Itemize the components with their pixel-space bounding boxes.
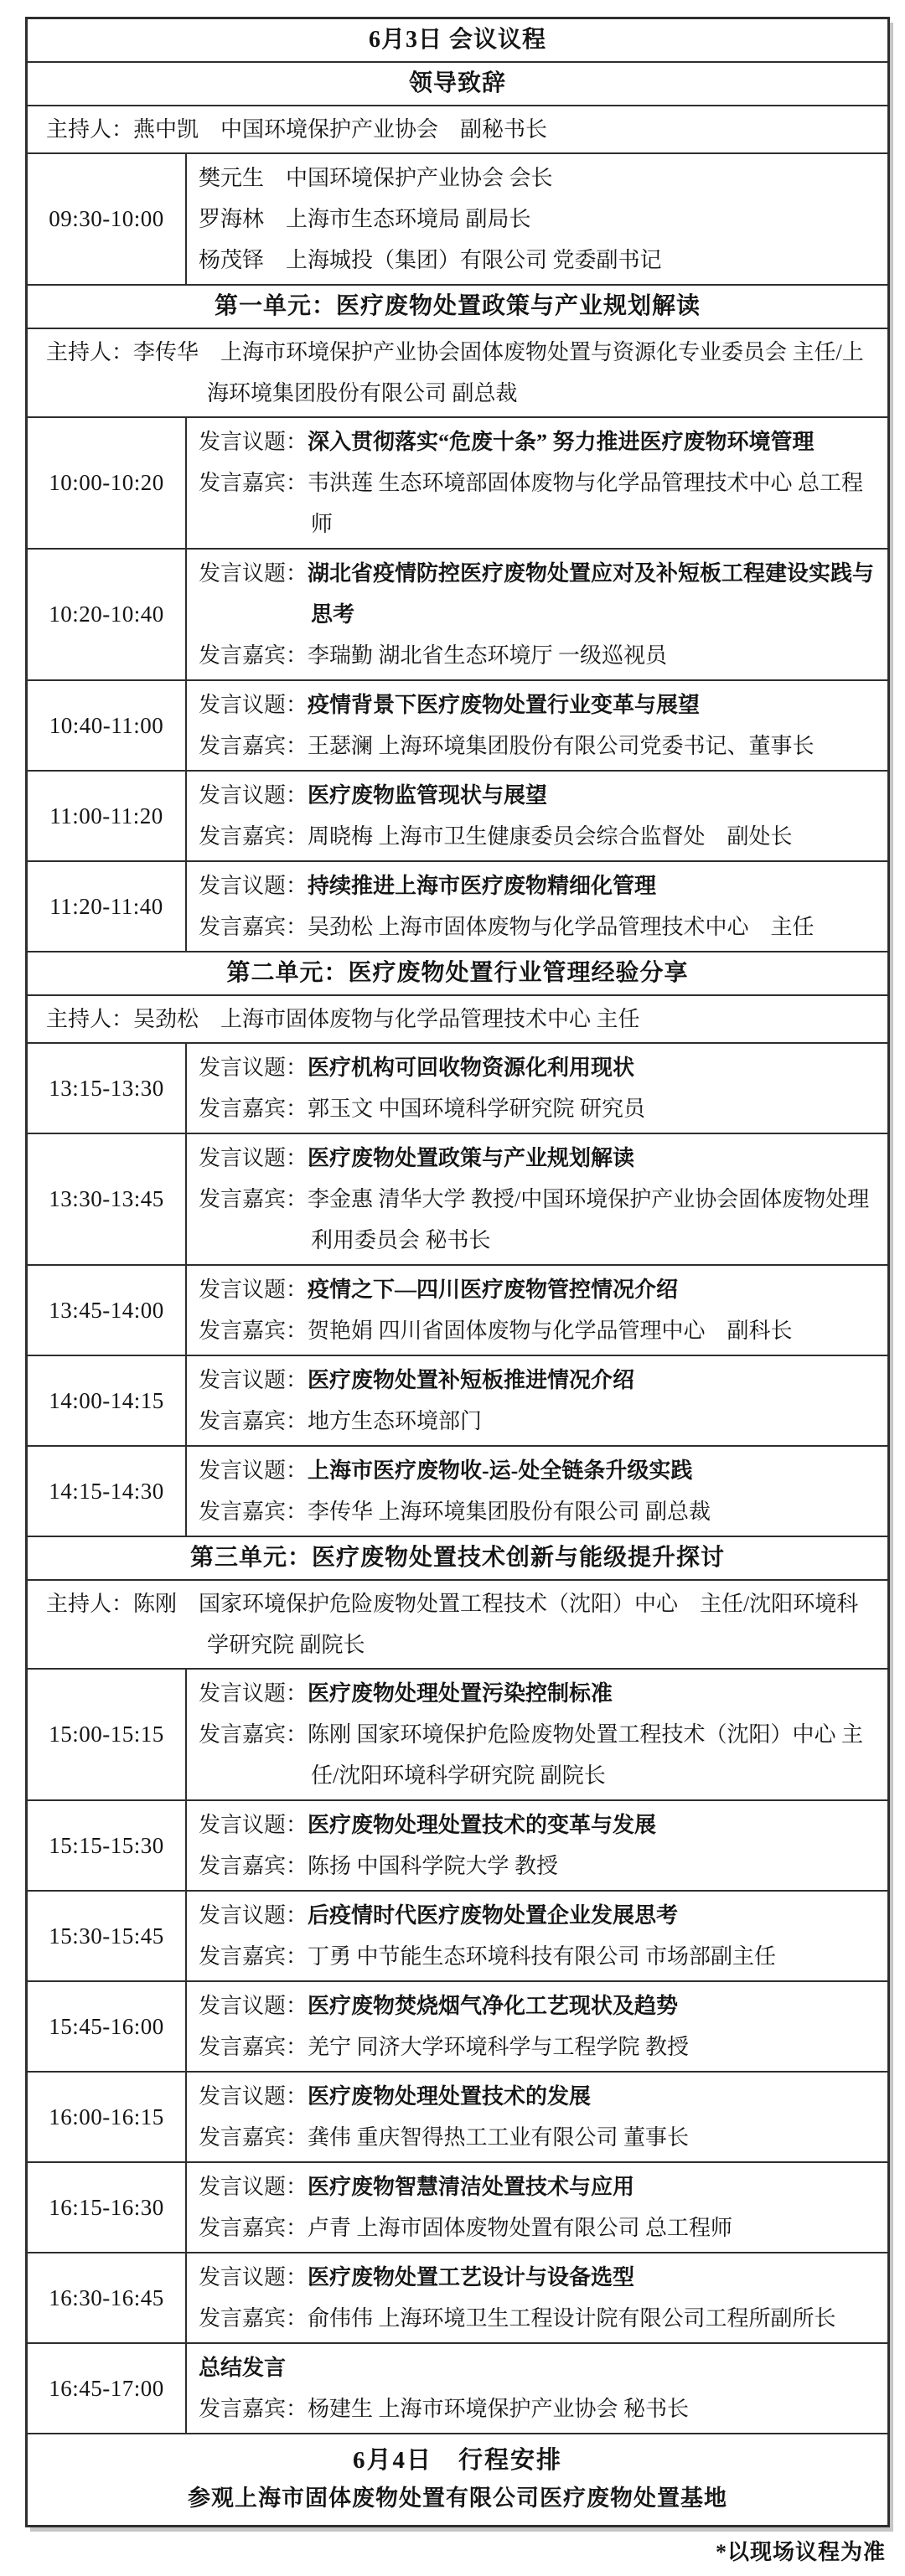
speech-topic-line	[199, 684, 879, 725]
day2-title: 6月4日 行程安排	[352, 2447, 562, 2474]
speech-guest-line	[199, 1179, 879, 1261]
session-row	[28, 416, 887, 548]
line-text: 李瑞勤 湖北省生态环境厅 一级巡视员	[308, 643, 668, 668]
guest-label: 发言嘉宾：	[199, 1319, 308, 1343]
topic-label: 发言议题：	[199, 874, 308, 898]
time-range: 10:20-10:40	[49, 601, 164, 627]
time-cell	[28, 1356, 187, 1445]
line-text: 医疗机构可回收物资源化利用现状	[308, 1056, 635, 1080]
speech-topic-line	[199, 2076, 879, 2117]
time-range: 13:30-13:45	[49, 1186, 164, 1211]
agenda-table	[25, 17, 890, 2527]
speech-guest-line	[199, 2207, 879, 2248]
time-cell	[28, 2073, 187, 2161]
line-text: 陈扬 中国科学院大学 教授	[308, 1854, 559, 1878]
session-row	[28, 152, 887, 284]
host-row	[28, 328, 887, 416]
time-range: 15:45-16:00	[49, 2013, 164, 2039]
speaker-line	[199, 199, 879, 240]
topic-label: 发言议题：	[199, 693, 308, 717]
session-row	[28, 2342, 887, 2433]
speech-guest-line	[199, 1846, 879, 1887]
topic-label: 发言议题：	[199, 1278, 308, 1302]
guest-label: 发言嘉宾：	[199, 2216, 308, 2240]
guest-label: 发言嘉宾：	[199, 2125, 308, 2150]
speech-topic-line	[199, 1269, 879, 1310]
line-text: 俞伟伟 上海环境卫生工程设计院有限公司工程所副所长	[308, 2306, 836, 2331]
time-cell	[28, 2344, 187, 2433]
session-row	[28, 1668, 887, 1799]
line-text: 樊元生 中国环境保护产业协会 会长	[199, 166, 553, 190]
speech-topic-line	[199, 1895, 879, 1936]
session-row	[28, 1445, 887, 1536]
line-text: 卢青 上海市固体废物处置有限公司 总工程师	[308, 2216, 733, 2240]
session-row	[28, 770, 887, 860]
time-cell	[28, 1892, 187, 1980]
speech-guest-line	[199, 1310, 879, 1351]
line-text: 贺艳娟 四川省固体废物与化学品管理中心 副科长	[308, 1319, 793, 1343]
guest-label: 发言嘉宾：	[199, 2397, 308, 2421]
guest-label: 发言嘉宾：	[199, 1854, 308, 1878]
line-text: 上海市医疗废物收-运-处全链条升级实践	[308, 1458, 693, 1483]
host-row	[28, 994, 887, 1042]
section-header-row: 第二单元：医疗废物处置行业管理经验分享	[28, 951, 887, 994]
speech-topic-line	[199, 2166, 879, 2207]
time-range: 15:00-15:15	[49, 1722, 164, 1747]
topic-label: 发言议题：	[199, 1903, 308, 1928]
line-text: 医疗废物监管现状与展望	[308, 783, 548, 808]
time-range: 10:40-11:00	[49, 712, 164, 738]
session-content	[187, 154, 887, 284]
time-cell	[28, 154, 187, 284]
topic-label: 发言议题：	[199, 430, 308, 454]
line-text: 羌宁 同济大学环境科学与工程学院 教授	[308, 2035, 690, 2059]
session-content	[187, 1670, 887, 1799]
time-cell	[28, 862, 187, 951]
line-text: 医疗废物处置工艺设计与设备选型	[308, 2265, 635, 2289]
session-row	[28, 1980, 887, 2071]
speech-guest-line	[199, 1401, 879, 1442]
line-text: 疫情背景下医疗废物处置行业变革与展望	[308, 693, 701, 717]
speech-topic-line	[199, 1047, 879, 1088]
topic-label: 发言议题：	[199, 1146, 308, 1170]
session-content	[187, 1044, 887, 1133]
section-header-row: 6月3日 会议议程	[368, 27, 546, 53]
topic-label: 发言议题：	[199, 1813, 308, 1837]
topic-label: 发言议题：	[199, 1368, 308, 1392]
section-header-row: 第一单元：医疗废物处置政策与产业规划解读	[28, 284, 887, 328]
host-text: 主持人：吴劲松 上海市固体废物与化学品管理技术中心 主任	[46, 1007, 640, 1031]
line-text: 深入贯彻落实“危废十条” 努力推进医疗废物环境管理	[308, 430, 814, 454]
line-text: 韦洪莲 生态环境部固体废物与化学品管理技术中心 总工程师	[308, 471, 864, 536]
time-range: 15:15-15:30	[49, 1832, 164, 1858]
guest-label: 发言嘉宾：	[199, 1187, 308, 1211]
speaker-line	[199, 157, 879, 199]
session-content	[187, 2073, 887, 2161]
line-text: 湖北省疫情防控医疗废物处置应对及补短板工程建设实践与思考	[308, 561, 875, 627]
session-content	[187, 2344, 887, 2433]
time-range: 13:15-13:30	[49, 1075, 164, 1101]
time-range: 16:45-17:00	[49, 2375, 164, 2401]
session-row	[28, 548, 887, 679]
time-range: 15:30-15:45	[49, 1923, 164, 1949]
speech-topic-line	[199, 775, 879, 816]
guest-label: 发言嘉宾：	[199, 2035, 308, 2059]
guest-label: 发言嘉宾：	[199, 643, 308, 668]
line-text: 医疗废物处理处置污染控制标准	[308, 1681, 613, 1706]
time-range: 14:15-14:30	[49, 1478, 164, 1504]
session-content	[187, 1266, 887, 1355]
topic-label: 发言议题：	[199, 1681, 308, 1706]
topic-label: 发言议题：	[199, 1056, 308, 1080]
session-content	[187, 2253, 887, 2342]
speech-guest-line	[199, 635, 879, 676]
speech-guest-line	[199, 906, 879, 947]
session-row	[28, 860, 887, 951]
guest-label: 发言嘉宾：	[199, 824, 308, 849]
session-row	[28, 2161, 887, 2252]
speech-guest-line	[199, 2026, 879, 2068]
time-range: 13:45-14:00	[49, 1297, 164, 1323]
host-text: 主持人：燕中凯 中国环境保护产业协会 副秘书长	[46, 117, 548, 142]
speech-topic-line	[199, 421, 879, 462]
time-cell	[28, 418, 187, 548]
time-cell	[28, 1266, 187, 1355]
time-range: 14:00-14:15	[49, 1387, 164, 1413]
topic-label: 发言议题：	[199, 2084, 308, 2109]
session-row	[28, 2252, 887, 2342]
line-text: 吴劲松 上海市固体废物与化学品管理技术中心 主任	[308, 915, 814, 939]
line-text: 陈刚 国家环境保护危险废物处置工程技术（沈阳）中心 主任/沈阳环境科学研究院 副院长	[308, 1722, 864, 1788]
line-text: 医疗废物处置政策与产业规划解读	[308, 1146, 635, 1170]
line-text: 周晓梅 上海市卫生健康委员会综合监督处 副处长	[308, 824, 793, 849]
time-range: 16:15-16:30	[49, 2194, 164, 2220]
time-range: 11:00-11:20	[49, 803, 163, 829]
line-text: 李传华 上海环境集团股份有限公司 副总裁	[308, 1500, 711, 1524]
line-text: 疫情之下—四川医疗废物管控情况介绍	[308, 1278, 679, 1302]
line-text: 地方生态环境部门	[308, 1409, 483, 1433]
time-cell	[28, 1801, 187, 1890]
line-text: 龚伟 重庆智得热工工业有限公司 董事长	[308, 2125, 690, 2150]
time-cell	[28, 1447, 187, 1536]
line-text: 李金惠 清华大学 教授/中国环境保护产业协会固体废物处理利用委员会 秘书长	[308, 1187, 870, 1252]
session-content	[187, 1982, 887, 2071]
guest-label: 发言嘉宾：	[199, 2306, 308, 2331]
line-text: 医疗废物处理处置技术的变革与发展	[308, 1813, 657, 1837]
session-content	[187, 418, 887, 548]
speech-guest-line	[199, 2117, 879, 2158]
line-text: 持续推进上海市医疗废物精细化管理	[308, 874, 657, 898]
speech-topic-line	[199, 865, 879, 906]
host-row	[28, 1579, 887, 1668]
line-text: 丁勇 中节能生态环境科技有限公司 市场部副主任	[308, 1944, 777, 1969]
speech-guest-line	[199, 2298, 879, 2339]
line-text: 郭玉文 中国环境科学研究院 研究员	[308, 1097, 646, 1121]
line-text: 医疗废物处理处置技术的发展	[308, 2084, 592, 2109]
host-row	[28, 105, 887, 152]
session-content	[187, 550, 887, 679]
speech-guest-line	[199, 816, 879, 857]
session-content	[187, 1447, 887, 1536]
speech-topic-line	[199, 1450, 879, 1491]
guest-label: 发言嘉宾：	[199, 734, 308, 758]
host-text: 主持人：陈刚 国家环境保护危险废物处置工程技术（沈阳）中心 主任/沈阳环境科学研究院 副院长	[46, 1592, 859, 1657]
time-cell	[28, 2163, 187, 2252]
line-text: 杨建生 上海市环境保护产业协会 秘书长	[308, 2397, 690, 2421]
session-content	[187, 862, 887, 951]
day2-section	[28, 2433, 887, 2525]
line-text: 杨茂铎 上海城投（集团）有限公司 党委副书记	[199, 248, 662, 272]
session-row	[28, 1264, 887, 1355]
session-row	[28, 679, 887, 770]
session-content	[187, 1134, 887, 1264]
speech-guest-line	[199, 462, 879, 545]
speech-guest-line	[199, 2388, 879, 2429]
line-text: 医疗废物焚烧烟气净化工艺现状及趋势	[308, 1994, 679, 2018]
speech-topic-line	[199, 2257, 879, 2298]
time-range: 10:00-10:20	[49, 470, 164, 495]
session-content	[187, 1801, 887, 1890]
topic-label: 发言议题：	[199, 783, 308, 808]
session-row	[28, 1890, 887, 1980]
time-cell	[28, 550, 187, 679]
time-cell	[28, 772, 187, 860]
guest-label: 发言嘉宾：	[199, 1409, 308, 1433]
guest-label: 发言嘉宾：	[199, 1097, 308, 1121]
session-row	[28, 1799, 887, 1890]
session-row	[28, 1133, 887, 1264]
time-cell	[28, 1982, 187, 2071]
topic-label: 发言议题：	[199, 2175, 308, 2199]
speech-topic-line	[199, 1360, 879, 1401]
time-cell	[28, 1134, 187, 1264]
topic-label: 发言议题：	[199, 1458, 308, 1483]
speech-topic-line	[199, 1138, 879, 1179]
speech-topic-line	[199, 1804, 879, 1846]
speech-guest-line	[199, 1714, 879, 1796]
host-text: 主持人：李传华 上海市环境保护产业协会固体废物处置与资源化专业委员会 主任/上海环境集团股份有限公司 副总裁	[46, 340, 864, 405]
guest-label: 发言嘉宾：	[199, 1500, 308, 1524]
speech-guest-line	[199, 1936, 879, 1977]
topic-label: 发言议题：	[199, 1994, 308, 2018]
speaker-line	[199, 240, 879, 281]
speech-guest-line	[199, 725, 879, 767]
topic-label: 发言议题：	[199, 2265, 308, 2289]
guest-label: 发言嘉宾：	[199, 471, 308, 495]
speech-topic-line	[199, 1985, 879, 2026]
guest-label: 发言嘉宾：	[199, 1722, 308, 1747]
session-content	[187, 2163, 887, 2252]
time-range: 11:20-11:40	[49, 893, 163, 919]
session-row	[28, 1355, 887, 1445]
session-content	[187, 681, 887, 770]
line-text: 总结发言	[199, 2356, 287, 2380]
guest-label: 发言嘉宾：	[199, 915, 308, 939]
time-range: 16:00-16:15	[49, 2104, 164, 2129]
time-range: 09:30-10:00	[49, 206, 164, 231]
speech-guest-line	[199, 1491, 879, 1532]
line-text: 医疗废物智慧清洁处置技术与应用	[308, 2175, 635, 2199]
speaker-line	[199, 2347, 879, 2388]
time-cell	[28, 1670, 187, 1799]
time-cell	[28, 681, 187, 770]
time-cell	[28, 1044, 187, 1133]
line-text: 王瑟澜 上海环境集团股份有限公司党委书记、董事长	[308, 734, 814, 758]
footnote: *以现场议程为准	[715, 2540, 886, 2564]
line-text: 医疗废物处置补短板推进情况介绍	[308, 1368, 635, 1392]
time-cell	[28, 2253, 187, 2342]
section-header-row: 领导致辞	[28, 61, 887, 105]
day2-activity: 参观上海市固体废物处置有限公司医疗废物处置基地	[188, 2486, 727, 2511]
guest-label: 发言嘉宾：	[199, 1944, 308, 1969]
speech-guest-line	[199, 1088, 879, 1129]
topic-label: 发言议题：	[199, 561, 308, 586]
session-row	[28, 2071, 887, 2161]
session-row	[28, 1042, 887, 1133]
session-content	[187, 1356, 887, 1445]
session-content	[187, 1892, 887, 1980]
speech-topic-line	[199, 1673, 879, 1714]
section-header-row: 第三单元：医疗废物处置技术创新与能级提升探讨	[28, 1536, 887, 1579]
time-range: 16:30-16:45	[49, 2284, 164, 2310]
speech-topic-line	[199, 553, 879, 635]
line-text: 后疫情时代医疗废物处置企业发展思考	[308, 1903, 679, 1928]
session-content	[187, 772, 887, 860]
line-text: 罗海林 上海市生态环境局 副局长	[199, 207, 531, 231]
